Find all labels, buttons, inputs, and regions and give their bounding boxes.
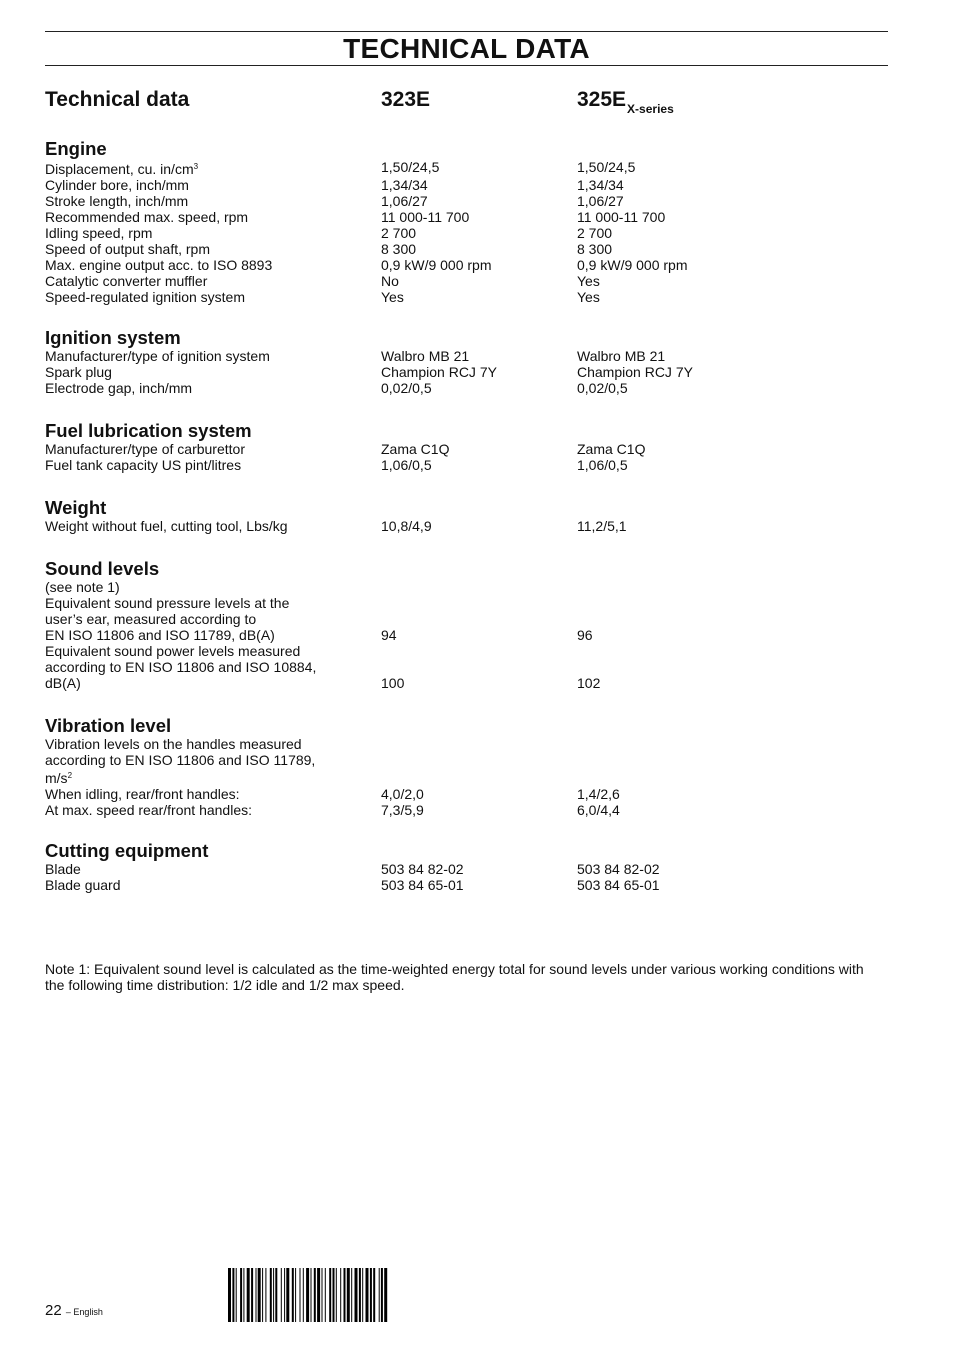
row-label: Catalytic converter muffler <box>45 273 208 289</box>
row-label: according to EN ISO 11806 and ISO 11789, <box>45 752 316 768</box>
value-325e <box>577 768 777 786</box>
model-323e-heading: 323E <box>381 88 431 111</box>
barcode-bar <box>281 1268 282 1322</box>
value-323e: 503 84 65-01 <box>381 877 464 893</box>
row-label: Fuel tank capacity US pint/litres <box>45 457 242 473</box>
section-title: Cutting equipment <box>45 840 209 861</box>
barcode-bar <box>228 1268 231 1322</box>
value-323e: 0,9 kW/9 000 rpm <box>381 257 492 273</box>
row-label: Equivalent sound power levels measured <box>45 643 301 659</box>
barcode-bar <box>381 1268 383 1322</box>
section-sound-levels <box>45 559 905 691</box>
value-323e: 503 84 82-02 <box>381 861 464 877</box>
page-title: TECHNICAL DATA <box>343 33 590 64</box>
table-row <box>45 225 905 241</box>
row-label: Displacement, cu. $in/cm^3$ <box>45 161 199 177</box>
barcode-bar <box>340 1268 341 1322</box>
barcode-bar <box>256 1268 257 1322</box>
value-323e: No <box>381 273 399 289</box>
table-row <box>45 877 905 893</box>
table-row <box>45 193 905 209</box>
value-323e: 7,3/5,9 <box>381 802 424 818</box>
barcode-bar <box>300 1268 301 1322</box>
value-323e: 4,0/2,0 <box>381 786 424 802</box>
table-row <box>45 457 905 473</box>
table-row <box>45 289 905 305</box>
value-323e: Yes <box>381 289 404 305</box>
value-325e: 2 700 <box>577 225 613 241</box>
table-row <box>45 802 905 818</box>
value-323e <box>381 659 577 675</box>
barcode-bar <box>243 1268 244 1322</box>
barcode-bar <box>306 1268 309 1322</box>
row-label: Manufacturer/type of ignition system <box>45 348 270 364</box>
model-325e-heading <box>577 87 674 122</box>
row-label: user’s ear, measured according to <box>45 611 257 627</box>
value-323e <box>381 579 577 595</box>
barcode-bar <box>292 1268 294 1322</box>
barcode-bar <box>247 1268 250 1322</box>
table-row <box>45 257 905 273</box>
title-rule-bottom <box>45 65 888 66</box>
barcode-bar <box>273 1268 274 1322</box>
row-label: Recommended max. speed, rpm <box>45 209 249 225</box>
value-325e <box>577 579 777 595</box>
value-323e <box>381 736 577 752</box>
table-row <box>45 736 905 752</box>
row-label: Speed-regulated ignition system <box>45 289 246 305</box>
value-325e: 8 300 <box>577 241 613 257</box>
value-325e: 102 <box>577 675 601 691</box>
row-label: Spark plug <box>45 364 112 380</box>
barcode-bar <box>322 1268 323 1322</box>
value-325e: 1,06/0,5 <box>577 457 628 473</box>
table-row <box>45 659 905 675</box>
table-heading-label: Technical data <box>45 88 190 111</box>
value-325e: Walbro MB 21 <box>577 348 666 364</box>
barcode-bar <box>240 1268 242 1322</box>
value-325e <box>577 659 777 675</box>
value-325e: Champion RCJ 7Y <box>577 364 693 380</box>
barcode-bar <box>347 1268 350 1322</box>
value-325e: 1,50/24,5 <box>577 159 636 175</box>
value-323e: 2 700 <box>381 225 417 241</box>
value-325e: Yes <box>577 289 600 305</box>
table-row <box>45 209 905 225</box>
table-row <box>45 364 905 380</box>
barcode-bar <box>270 1268 272 1322</box>
barcode-bar <box>275 1268 277 1322</box>
value-323e: 1,34/34 <box>381 177 428 193</box>
section-title: Fuel lubrication system <box>45 420 252 441</box>
value-323e: 100 <box>381 675 405 691</box>
row-label: Max. engine output acc. to ISO 8893 <box>45 257 273 273</box>
barcode-bar <box>362 1268 363 1322</box>
row-label: Idling speed, rpm <box>45 225 153 241</box>
row-label: At max. speed rear/front handles: <box>45 802 252 818</box>
row-label: Weight without fuel, cutting tool, Lbs/kg <box>45 518 288 534</box>
table-row <box>45 241 905 257</box>
table-row <box>45 643 905 659</box>
barcode-bar <box>265 1268 266 1322</box>
table-row <box>45 273 905 289</box>
barcode-bar <box>236 1268 237 1322</box>
barcode-bar <box>317 1268 320 1322</box>
row-label: When idling, rear/front handles: <box>45 786 240 802</box>
row-label: according to EN ISO 11806 and ISO 10884, <box>45 659 317 675</box>
barcode-bar <box>336 1268 337 1322</box>
barcode-bar <box>311 1268 312 1322</box>
section-cutting-equipment <box>45 841 905 893</box>
value-325e: 6,0/4,4 <box>577 802 620 818</box>
row-label: EN ISO 11806 and ISO 11789, dB(A) <box>45 627 275 643</box>
row-label: Vibration levels on the handles measured <box>45 736 302 752</box>
table-row <box>45 579 905 595</box>
row-label: Blade <box>45 861 81 877</box>
section-title: Vibration level <box>45 715 172 736</box>
table-row <box>45 380 905 396</box>
value-325e: 503 84 82-02 <box>577 861 660 877</box>
value-323e <box>381 768 577 786</box>
row-label: Equivalent sound pressure levels at the <box>45 595 290 611</box>
value-323e <box>381 611 577 627</box>
table-row <box>45 675 905 691</box>
section-fuel-lubrication-system <box>45 421 905 473</box>
value-323e: 1,50/24,5 <box>381 159 440 175</box>
barcode-bar <box>384 1268 387 1322</box>
value-323e: 1,06/27 <box>381 193 428 209</box>
row-label: dB(A) <box>45 675 81 691</box>
table-row <box>45 348 905 364</box>
barcode-bar <box>251 1268 253 1322</box>
value-323e <box>381 752 577 768</box>
value-325e <box>577 595 777 611</box>
barcode-bar <box>286 1268 289 1322</box>
row-label: Stroke length, inch/mm <box>45 193 189 209</box>
value-325e <box>577 611 777 627</box>
value-323e: Zama C1Q <box>381 441 450 457</box>
value-325e <box>577 736 777 752</box>
barcode-bar <box>351 1268 352 1322</box>
row-label: Speed of output shaft, rpm <box>45 241 210 257</box>
table-row <box>45 861 905 877</box>
section-title: Weight <box>45 497 107 518</box>
value-325e: 1,06/27 <box>577 193 624 209</box>
value-323e: 11 000-11 700 <box>381 209 470 225</box>
page-footer <box>45 1302 103 1319</box>
value-323e: 94 <box>381 627 397 643</box>
value-323e: 10,8/4,9 <box>381 518 432 534</box>
barcode-bar <box>355 1268 358 1322</box>
barcode-bar <box>262 1268 263 1322</box>
row-label: Blade guard <box>45 877 121 893</box>
model-325e-name: 325E <box>577 88 627 111</box>
value-323e: 0,02/0,5 <box>381 380 432 396</box>
page-number: 22 <box>45 1302 62 1319</box>
barcode-bar <box>333 1268 335 1322</box>
table-row <box>45 627 905 643</box>
barcode-bar <box>314 1268 316 1322</box>
table-row <box>45 159 905 177</box>
superscript: 2 <box>67 771 73 780</box>
value-325e: 11,2/5,1 <box>577 518 627 534</box>
barcode-bar <box>284 1268 285 1322</box>
value-323e: 1,06/0,5 <box>381 457 432 473</box>
row-label: (see note 1) <box>45 579 120 595</box>
section-title: Ignition system <box>45 327 181 348</box>
row-label: Cylinder bore, inch/mm <box>45 177 189 193</box>
section-title: Sound levels <box>45 558 160 579</box>
section-title: Engine <box>45 138 107 159</box>
barcode-bar <box>232 1268 234 1322</box>
value-325e: 0,02/0,5 <box>577 380 628 396</box>
row-label: Electrode gap, inch/mm <box>45 380 193 396</box>
value-323e <box>381 643 577 659</box>
section-ignition-system <box>45 328 905 396</box>
barcode-bar <box>303 1268 304 1322</box>
value-325e <box>577 752 777 768</box>
barcode-bar <box>366 1268 369 1322</box>
value-325e <box>577 643 777 659</box>
barcode-bar <box>344 1268 346 1322</box>
barcode-bar <box>359 1268 361 1322</box>
table-row <box>45 177 905 193</box>
table-row <box>45 768 905 786</box>
table-row <box>45 611 905 627</box>
barcode-bar <box>379 1268 380 1322</box>
table-row <box>45 518 905 534</box>
footnote: Note 1: Equivalent sound level is calculated as the time-weighted energy total for sound levels under various working conditions with the following time distribution: 1/2 idle and 1/2 max speed. <box>45 961 864 993</box>
table-row <box>45 752 905 768</box>
superscript: 3 <box>193 162 199 171</box>
value-325e: 11 000-11 700 <box>577 209 666 225</box>
table-row <box>45 786 905 802</box>
section-vibration-level <box>45 716 905 818</box>
barcode-bar <box>373 1268 375 1322</box>
section-weight <box>45 498 905 534</box>
barcode-bar <box>325 1268 326 1322</box>
value-325e: 503 84 65-01 <box>577 877 660 893</box>
value-325e: 96 <box>577 627 593 643</box>
barcode-bar <box>329 1268 331 1322</box>
barcode <box>228 1268 506 1322</box>
table-row <box>45 595 905 611</box>
row-label: $m/s^2$ <box>45 770 73 786</box>
model-325e-series: X-series <box>627 102 674 116</box>
section-engine <box>45 139 905 305</box>
table-row <box>45 441 905 457</box>
value-323e: 8 300 <box>381 241 417 257</box>
value-325e: Zama C1Q <box>577 441 646 457</box>
value-325e: 1,34/34 <box>577 177 624 193</box>
barcode-bar <box>295 1268 296 1322</box>
value-325e: Yes <box>577 273 600 289</box>
value-323e: Champion RCJ 7Y <box>381 364 497 380</box>
value-323e <box>381 595 577 611</box>
value-325e: 1,4/2,6 <box>577 786 620 802</box>
barcode-bar <box>258 1268 261 1322</box>
barcode-bar <box>370 1268 372 1322</box>
footer-language: – English <box>65 1307 103 1317</box>
row-label: Manufacturer/type of carburettor <box>45 441 245 457</box>
value-325e: 0,9 kW/9 000 rpm <box>577 257 688 273</box>
value-323e: Walbro MB 21 <box>381 348 470 364</box>
